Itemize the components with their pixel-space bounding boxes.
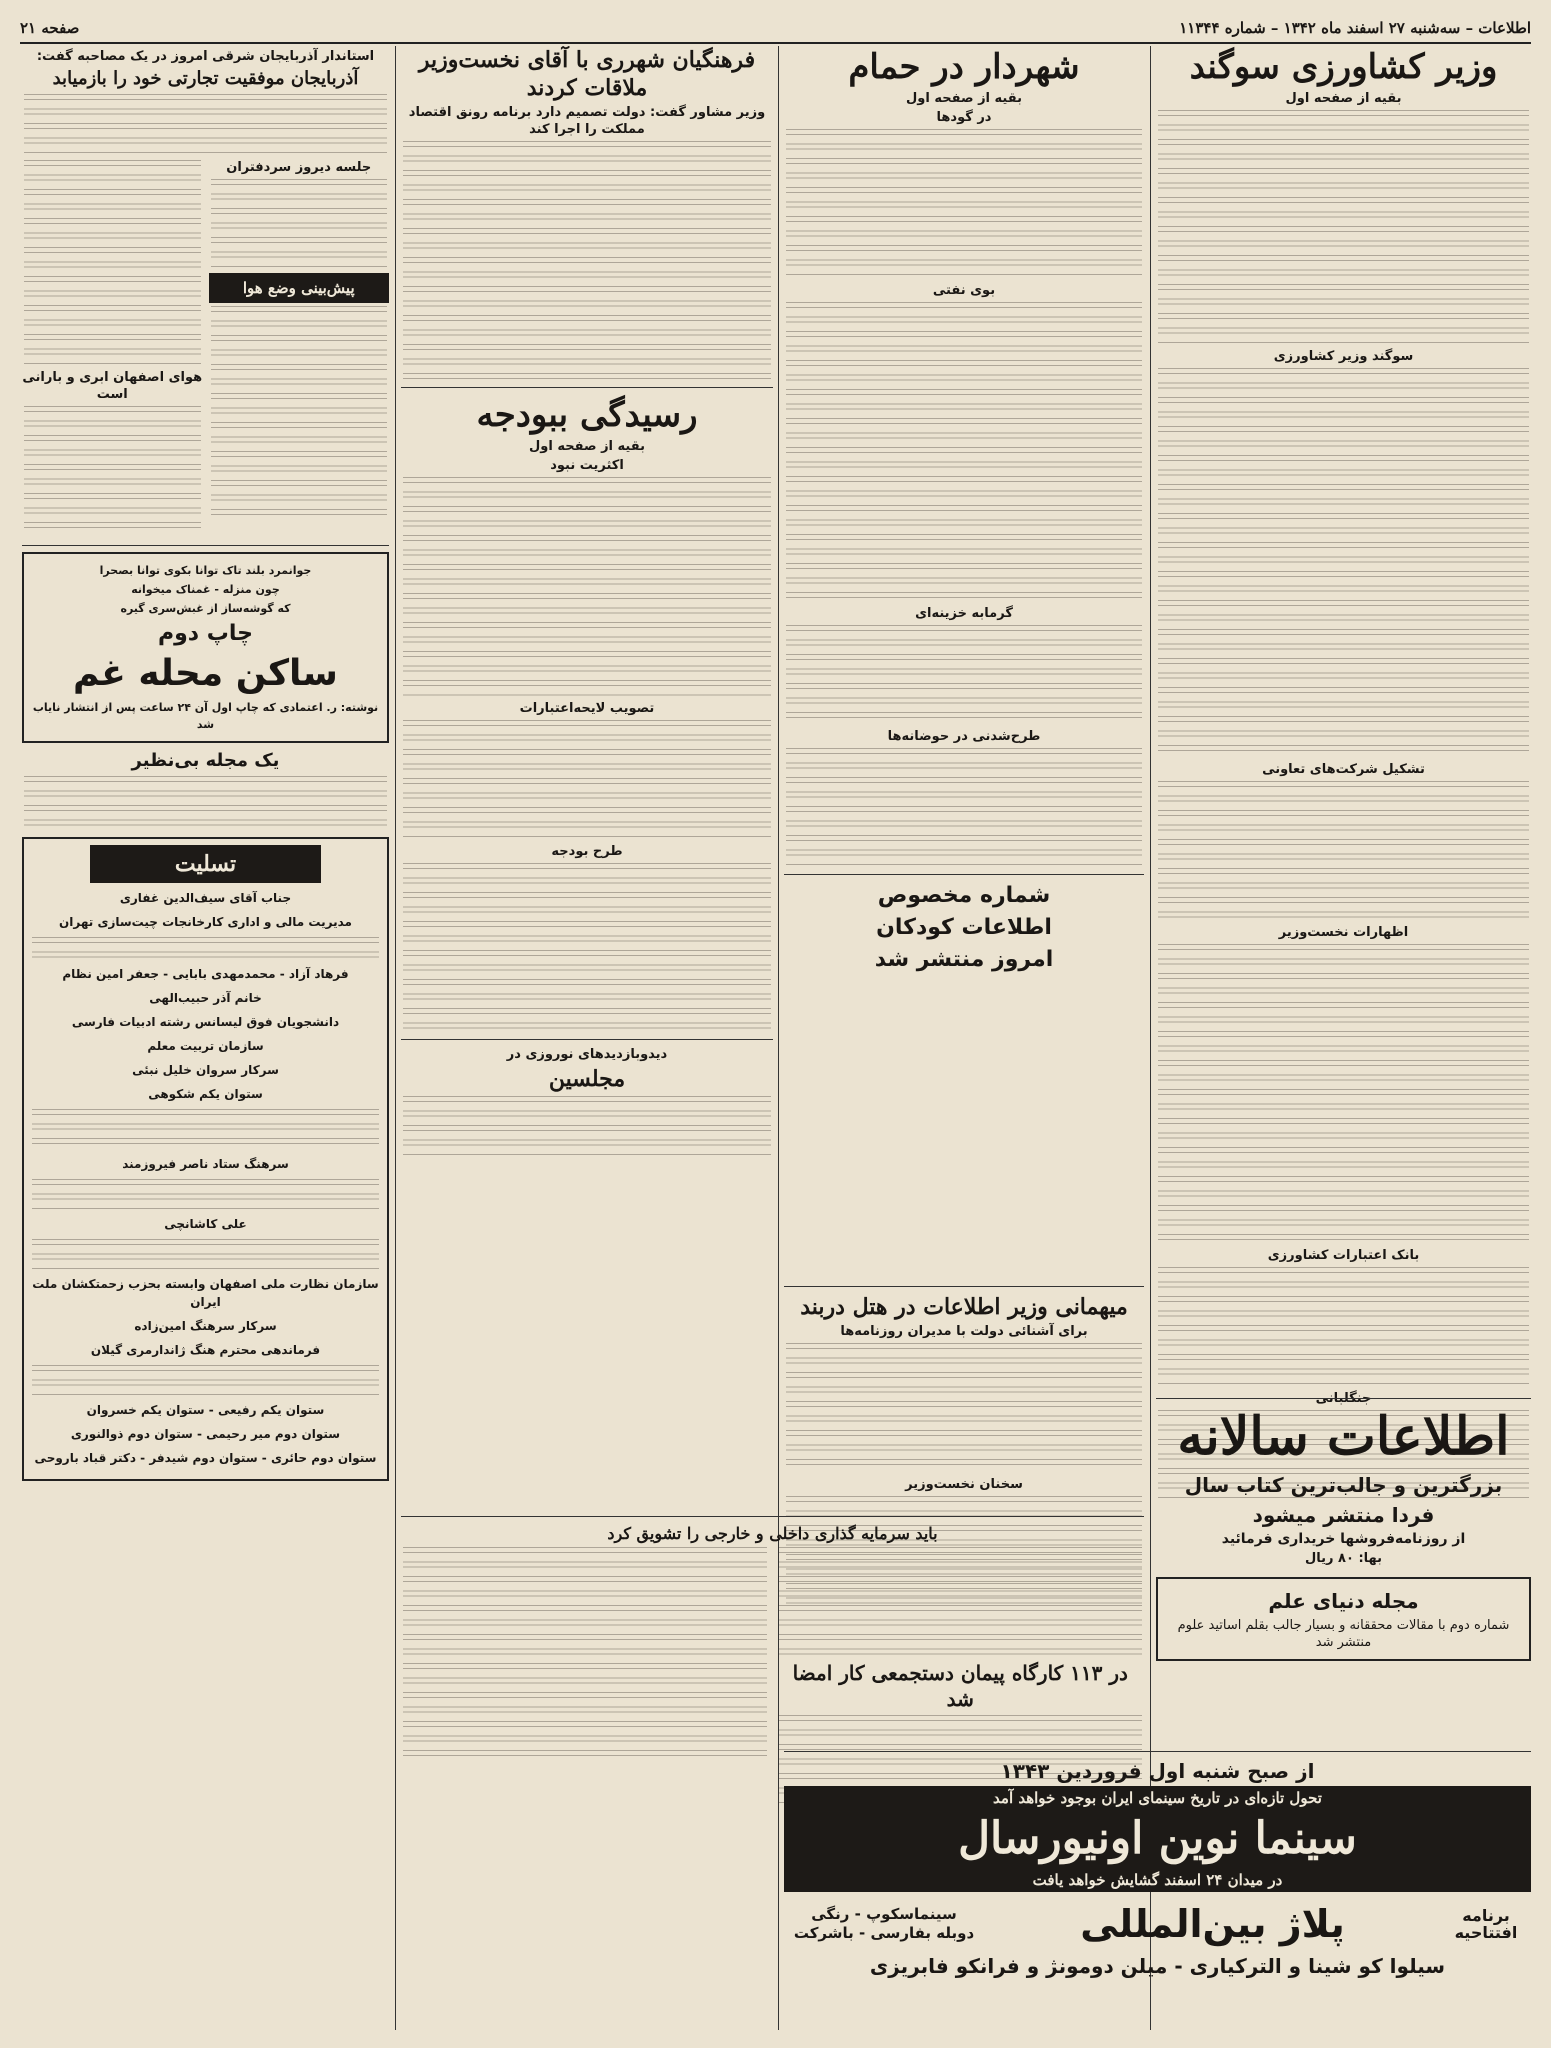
column-left (22, 46, 389, 2030)
condolence-item: مدیریت مالی و اداری کارخانجات چیت‌سازی تهران (59, 915, 352, 929)
condolence-item: ستوان یکم شکوهی (148, 1087, 263, 1101)
condolence-item: جناب آقای سیف‌الدین غفاری (119, 891, 292, 905)
subhead-bath: گرمابه خزینه‌ای (915, 606, 1013, 621)
ad-book-title: ساکن محله غم (73, 653, 338, 694)
subhead-oath: سوگند وزیر کشاورزی (1273, 349, 1414, 364)
article-text (786, 302, 1142, 602)
condolence-item: سازمان نظارت ملی اصفهان وابسته بحزب زحمتکشان ملت ایران (32, 1277, 379, 1309)
condolence-item: ستوان یکم رفیعی - ستوان یکم خسروان (86, 1403, 325, 1417)
condolence-item: خانم آذر حبیب‌الهی (149, 991, 262, 1005)
headline-majlis: مجلسین (548, 1066, 626, 1092)
ad-book-author: نوشته: ر. اعتمادی که چاپ اول آن ۲۴ ساعت پس از انتشار نایاب شد (32, 701, 379, 731)
subhead-bank: بانک اعتبارات کشاورزی (1267, 1248, 1420, 1263)
article-text (24, 406, 201, 536)
special-issue-3: امروز منتشر شد (874, 947, 1054, 972)
article-text (786, 1343, 1142, 1473)
ad-annual-sub2: فردا منتشر میشود (1252, 1503, 1435, 1527)
masthead-issue: اطلاعات – سه‌شنبه ۲۷ اسفند ماه ۱۳۴۲ – شماره ۱۱۳۴۴ (1179, 19, 1531, 37)
poem-line-3: که گوشه‌ساز از غبش‌سری گیره (120, 602, 291, 615)
cinema-date: از صبح شنبه اول فروردین ۱۳۴۳ (1000, 1759, 1315, 1783)
subhead-notaries: جلسه دیروز سردفتران (226, 160, 372, 175)
headline-budget: رسیدگی ببودجه (476, 395, 698, 435)
ad-annual-sub3: از روزنامه‌فروشها خریداری فرمائید (1221, 1531, 1466, 1547)
subhead-smell: بوی نفتی (932, 283, 996, 298)
condolence-item: سرکار سرهنگ امین‌زاده (134, 1319, 277, 1333)
subhead-pm-speech: سخنان نخست‌وزیر (905, 1477, 1023, 1492)
ad-cinema (784, 1745, 1531, 2030)
article-text (403, 720, 771, 840)
article-text (403, 1096, 771, 1156)
weather-logo: پیش‌بینی وضع هوا (209, 273, 390, 303)
cinema-tech: سینماسکوپ - رنگی (811, 1905, 957, 1923)
article-text (24, 94, 387, 154)
subhead-minister: وزیر مشاور گفت: دولت تصمیم دارد برنامه رونق اقتصاد مملکت را اجرا کند (408, 105, 766, 137)
ad-book (22, 552, 389, 743)
condolence-box (22, 837, 389, 1481)
condolence-item: سرکار سروان خلیل نبئی (132, 1063, 279, 1077)
subhead-hotel: برای آشنائی دولت با مدیران روزنامه‌ها (840, 1324, 1088, 1339)
subhead-majority: اکثریت نبود (550, 458, 624, 473)
column-rule (1150, 46, 1151, 2030)
article-text (24, 776, 387, 831)
article-text (211, 179, 388, 269)
poem-line-1: جوانمرد بلند تاک توانا بکوی توانا بصحرا (99, 564, 312, 577)
subhead-cooperatives: تشکیل شرکت‌های تعاونی (1262, 762, 1425, 777)
cinema-name: سینما نوین اونیورسال (784, 1810, 1531, 1868)
cinema-film: پلاژ بین‌المللی (1080, 1902, 1345, 1946)
column-mayor (784, 46, 1144, 1278)
condolence-item: فرهاد آزاد - محمدمهدی بابایی - جعفر امین نظام (62, 967, 349, 981)
article-text (211, 306, 388, 516)
article-text (786, 129, 1142, 279)
subhead-credits: تصویب لایحه‌اعتبارات (519, 701, 655, 716)
column-agriculture (1156, 46, 1531, 2030)
special-issue-1: شماره مخصوص (877, 883, 1051, 908)
column-rule (395, 46, 396, 2030)
article-text (1158, 781, 1529, 921)
cinema-dub: دوبله بفارسی - باشرکت (793, 1924, 975, 1942)
article-text (403, 477, 771, 697)
condolence-item: سرهنگ ستاد ناصر فیروزمند (122, 1157, 289, 1171)
condolence-item: ستوان دوم میر رحیمی - ستوان دوم ذوالنوری (70, 1427, 341, 1441)
article-text (403, 141, 771, 381)
cinema-banner: تحول تازه‌ای در تاریخ سینمای ایران بوجود خواهد آمد (784, 1786, 1531, 1810)
continued-label: بقیه از صفحه اول (906, 91, 1022, 106)
headline-investment: باید سرمایه گذاری داخلی و خارجی را تشویق کرد (607, 1524, 938, 1543)
continued-label: بقیه از صفحه اول (529, 439, 645, 454)
article-text (403, 1547, 767, 1757)
masthead (20, 14, 1531, 44)
subhead-pits: در گودها (936, 110, 992, 125)
article-text (1158, 368, 1529, 758)
condolence-item: دانشجویان فوق لیسانس رشته ادبیات فارسی (71, 1015, 340, 1029)
subhead-nowruz: دیدوبازدیدهای نوروزی در (506, 1047, 668, 1062)
headline-azerbaijan: آذربایجان موفقیت تجارتی خود را بازمیابد (52, 68, 359, 89)
column-culture (401, 46, 773, 1448)
headline-mayor: شهردار در حمام (848, 47, 1080, 87)
special-issue-2: اطلاعات کودکان (876, 915, 1052, 940)
subhead-budget-plan: طرح بودجه (551, 844, 623, 859)
subhead-pools: طرح‌شدنی در حوضانه‌ها (887, 729, 1041, 744)
poem-line-2: چون منزله - غمناک میخوانه (131, 583, 280, 596)
headline-hotel: میهمانی وزیر اطلاعات در هتل دربند (800, 1294, 1128, 1320)
ad-second-print: چاپ دوم (158, 621, 253, 646)
cinema-cast: سیلوا کو شینا و الترکیاری - میلن دومونژ و فرانکو فابریزی (869, 1954, 1446, 1978)
ad-science-text: شماره دوم با مقالات محققانه و بسیار جالب بقلم اساتید علوم منتشر شد (1177, 1618, 1510, 1650)
article-text (779, 1547, 1143, 1657)
headline-governor: استاندار آذربایجان شرقی امروز در یک مصاحبه گفت: (36, 49, 375, 64)
subhead-forestry: جنگلبانی (1315, 1391, 1372, 1406)
article-text (786, 748, 1142, 868)
article-text (1158, 1267, 1529, 1387)
article-text (24, 160, 201, 270)
ad-annual (1156, 1392, 1531, 1667)
continued-label: بقیه از صفحه اول (1285, 91, 1402, 106)
condolence-item: ستوان دوم حائری - ستوان دوم شیدفر - دکتر قباد باروحی (34, 1451, 377, 1465)
headline-magazine: یک مجله بی‌نظیر (131, 750, 280, 771)
cinema-banner-2: در میدان ۲۴ اسفند گشایش خواهد یافت (784, 1868, 1531, 1892)
subhead-pm-remarks: اظهارات نخست‌وزیر (1278, 925, 1409, 940)
article-text (1158, 944, 1529, 1244)
cinema-program: برنامه افتتاحیه (1454, 1906, 1518, 1942)
headline-113: در ۱۱۳ کارگاه پیمان دستجمعی کار امضا شد (792, 1661, 1128, 1711)
article-text (1158, 110, 1529, 345)
condolence-item: فرماندهی محترم هنگ ژاندارمری گیلان (90, 1343, 321, 1357)
condolence-header: تسلیت (90, 845, 321, 883)
headline-agriculture: وزیر کشاورزی سوگند (1189, 47, 1498, 87)
article-text (786, 625, 1142, 725)
headline-teachers: فرهنگیان شهرری با آقای نخست‌وزیر ملاقات کردند (418, 47, 756, 101)
masthead-page-number: صفحه ۲۱ (20, 19, 80, 37)
ad-annual-price: بها: ۸۰ ریال (1304, 1551, 1382, 1566)
condolence-item: علی کاشانچی (164, 1217, 247, 1231)
subhead-isfahan: هوای اصفهان ابری و بارانی است (22, 370, 203, 402)
ad-science-title: مجله دنیای علم (1268, 1589, 1419, 1613)
article-text (403, 863, 771, 1033)
ad-annual-sub: بزرگترین و جالب‌ترین کتاب سال (1184, 1473, 1503, 1497)
condolence-item: سازمان تربیت معلم (147, 1039, 264, 1053)
ad-annual-title: اطلاعات سالانه (1177, 1406, 1510, 1467)
article-text (24, 276, 201, 366)
